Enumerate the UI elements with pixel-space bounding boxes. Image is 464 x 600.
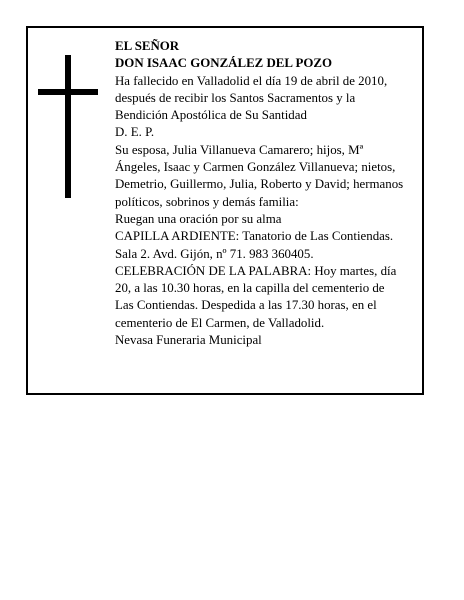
notice-line: 20, a las 10.30 horas, en la capilla del cementerio de <box>115 281 385 296</box>
notice-line: políticos, sobrinos y demás familia: <box>115 194 299 209</box>
notice-line: Bendición Apostólica de Su Santidad <box>115 108 307 123</box>
latin-cross-icon <box>38 55 98 198</box>
notice-line: CAPILLA ARDIENTE: Tanatorio de Las Contiendas. <box>115 229 394 244</box>
notice-line: Su esposa, Julia Villanueva Camarero; hijos, Mª <box>115 142 364 157</box>
notice-line: Sala 2. Avd. Gijón, nº 71. 983 360405. <box>115 246 314 261</box>
notice-line: cementerio de El Carmen, de Valladolid. <box>115 315 325 330</box>
notice-line: CELEBRACIÓN DE LA PALABRA: Hoy martes, día <box>115 263 397 278</box>
notice-line: Ruegan una oración por su alma <box>115 211 282 226</box>
obituary-notice <box>26 26 424 395</box>
notice-text <box>115 38 417 349</box>
notice-heading: EL SEÑOR <box>115 39 180 53</box>
notice-line: Ángeles, Isaac y Carmen González Villanueva; nietos, <box>115 160 396 175</box>
notice-line: Ha fallecido en Valladolid el día 19 de abril de 2010, <box>115 73 388 88</box>
notice-line: Las Contiendas. Despedida a las 17.30 horas, en el <box>115 298 377 313</box>
notice-line: después de recibir los Santos Sacramentos y la <box>115 90 356 105</box>
cross-vertical-bar <box>65 55 71 198</box>
cross-horizontal-bar <box>38 89 98 95</box>
rip-line: D. E. P. <box>115 125 155 140</box>
funeral-home-line: Nevasa Funeraria Municipal <box>115 333 262 348</box>
deceased-name: DON ISAAC GONZÁLEZ DEL POZO <box>115 56 333 71</box>
notice-line: Demetrio, Guillermo, Julia, Roberto y David; hermanos <box>115 177 404 192</box>
